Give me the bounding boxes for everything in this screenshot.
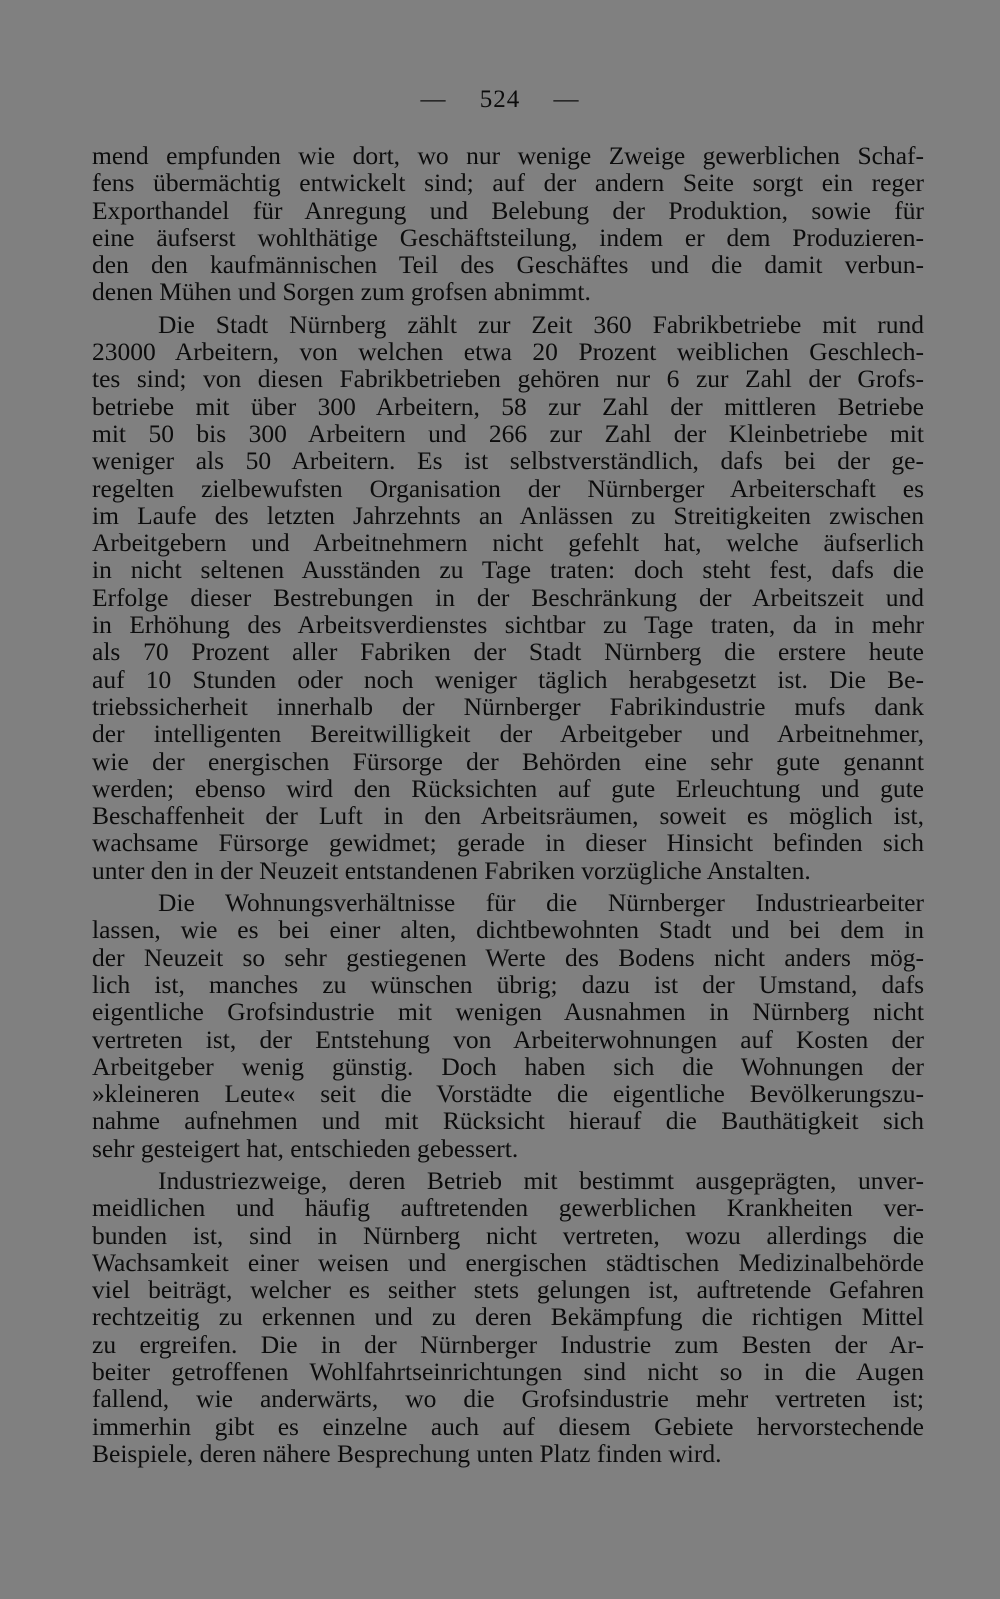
text-line: eine äufserst wohlthätige Geschäftsteilung, indem er dem Produzieren-: [92, 222, 924, 252]
text-line: betriebe mit über 300 Arbeitern, 58 zur Zahl der mittleren Betriebe: [92, 391, 924, 421]
text-line: Beschaffenheit der Luft in den Arbeitsräumen, soweit es möglich ist,: [92, 801, 924, 831]
text-line: Die Stadt Nürnberg zählt zur Zeit 360 Fabrikbetriebe mit rund: [158, 309, 924, 339]
text-line: lich ist, manches zu wünschen übrig; dazu ist der Umstand, dafs: [92, 969, 924, 999]
text-line: zu ergreifen. Die in der Nürnberger Industrie zum Besten der Ar-: [92, 1329, 924, 1359]
paragraph: [92, 311, 924, 884]
text-line: triebssicherheit innerhalb der Nürnberger Fabrikindustrie mufs dank: [92, 691, 924, 721]
text-line: Erfolge dieser Bestrebungen in der Beschränkung der Arbeitszeit und: [92, 582, 924, 612]
text-line: als 70 Prozent aller Fabriken der Stadt Nürnberg die erstere heute: [92, 637, 924, 667]
text-line: sehr gesteigert hat, entschieden gebessert.: [92, 1133, 519, 1163]
text-line: denen Mühen und Sorgen zum grofsen abnimmt.: [92, 277, 591, 307]
text-line: Die Wohnungsverhältnisse für die Nürnberger Industriearbeiter: [158, 888, 924, 918]
text-line: werden; ebenso wird den Rücksichten auf gute Erleuchtung und gute: [92, 773, 924, 803]
text-line: fens übermächtig entwickelt sind; auf der andern Seite sorgt ein reger: [92, 168, 924, 198]
page-number-dash-right: —: [553, 86, 580, 113]
text-line: Beispiele, deren nähere Besprechung unten Platz finden wird.: [92, 1438, 722, 1468]
text-line: lassen, wie es bei einer alten, dichtbewohnten Stadt und bei dem in: [92, 915, 924, 945]
text-line: rechtzeitig zu erkennen und zu deren Bekämpfung die richtigen Mittel: [92, 1302, 924, 1332]
text-line: Exporthandel für Anregung und Belebung der Produktion, sowie für: [92, 195, 924, 225]
text-line: in Erhöhung des Arbeitsverdienstes sichtbar zu Tage traten, da in mehr: [92, 610, 924, 640]
paragraph: [92, 1167, 924, 1467]
text-line: »kleineren Leute« seit die Vorstädte die eigentliche Bevölkerungszu-: [92, 1079, 924, 1109]
text-line: regelten zielbewufsten Organisation der Nürnberger Arbeiterschaft es: [92, 473, 924, 503]
text-line: im Laufe des letzten Jahrzehnts an Anlässen zu Streitigkeiten zwischen: [92, 500, 924, 530]
body-text: [92, 142, 924, 1467]
text-line: tes sind; von diesen Fabrikbetrieben gehören nur 6 zur Zahl der Grofs-: [92, 364, 924, 394]
paragraph: [92, 889, 924, 1162]
text-line: wachsame Fürsorge gewidmet; gerade in dieser Hinsicht befinden sich: [92, 828, 924, 858]
text-line: unter den in der Neuzeit entstandenen Fabriken vorzügliche Anstalten.: [92, 855, 811, 885]
paragraph: [92, 142, 924, 306]
text-line: viel beiträgt, welcher es seither stets gelungen ist, auftretende Gefahren: [92, 1275, 924, 1305]
text-line: in nicht seltenen Ausständen zu Tage traten: doch steht fest, dafs die: [92, 555, 924, 585]
page-number-header: [0, 86, 1000, 114]
text-line: immerhin gibt es einzelne auch auf diesem Gebiete hervorstechende: [92, 1411, 924, 1441]
page-number-dash-left: —: [420, 86, 447, 113]
text-line: eigentliche Grofsindustrie mit wenigen Ausnahmen in Nürnberg nicht: [92, 997, 924, 1027]
text-line: wie der energischen Fürsorge der Behörden eine sehr gute genannt: [92, 746, 924, 776]
text-line: den den kaufmännischen Teil des Geschäftes und die damit verbun-: [92, 250, 924, 280]
text-line: mend empfunden wie dort, wo nur wenige Zweige gewerblichen Schaf-: [92, 141, 924, 170]
text-line: mit 50 bis 300 Arbeitern und 266 zur Zahl der Kleinbetriebe mit: [92, 418, 924, 448]
text-line: 23000 Arbeitern, von welchen etwa 20 Prozent weiblichen Geschlech-: [92, 337, 924, 367]
text-line: Wachsamkeit einer weisen und energischen städtischen Medizinalbehörde: [92, 1247, 924, 1277]
text-line: nahme aufnehmen und mit Rücksicht hierauf die Bauthätigkeit sich: [92, 1106, 924, 1136]
text-line: bunden ist, sind in Nürnberg nicht vertreten, wozu allerdings die: [92, 1220, 924, 1250]
text-line: der Neuzeit so sehr gestiegenen Werte des Bodens nicht anders mög-: [92, 942, 924, 972]
page-number: 524: [479, 86, 521, 113]
text-line: Industriezweige, deren Betrieb mit bestimmt ausgeprägten, unver-: [158, 1165, 924, 1195]
text-line: Arbeitgeber wenig günstig. Doch haben sich die Wohnungen der: [92, 1051, 924, 1081]
text-line: auf 10 Stunden oder noch weniger täglich herabgesetzt ist. Die Be-: [92, 664, 924, 694]
text-line: vertreten ist, der Entstehung von Arbeiterwohnungen auf Kosten der: [92, 1024, 924, 1054]
text-line: Arbeitgebern und Arbeitnehmern nicht gefehlt hat, welche äufserlich: [92, 528, 924, 558]
text-line: beiter getroffenen Wohlfahrtseinrichtungen sind nicht so in die Augen: [92, 1357, 924, 1387]
text-line: meidlichen und häufig auftretenden gewerblichen Krankheiten ver-: [92, 1193, 924, 1223]
text-line: der intelligenten Bereitwilligkeit der Arbeitgeber und Arbeitnehmer,: [92, 719, 924, 749]
text-line: fallend, wie anderwärts, wo die Grofsindustrie mehr vertreten ist;: [92, 1384, 924, 1414]
text-line: weniger als 50 Arbeitern. Es ist selbstverständlich, dafs bei der ge-: [92, 446, 924, 476]
